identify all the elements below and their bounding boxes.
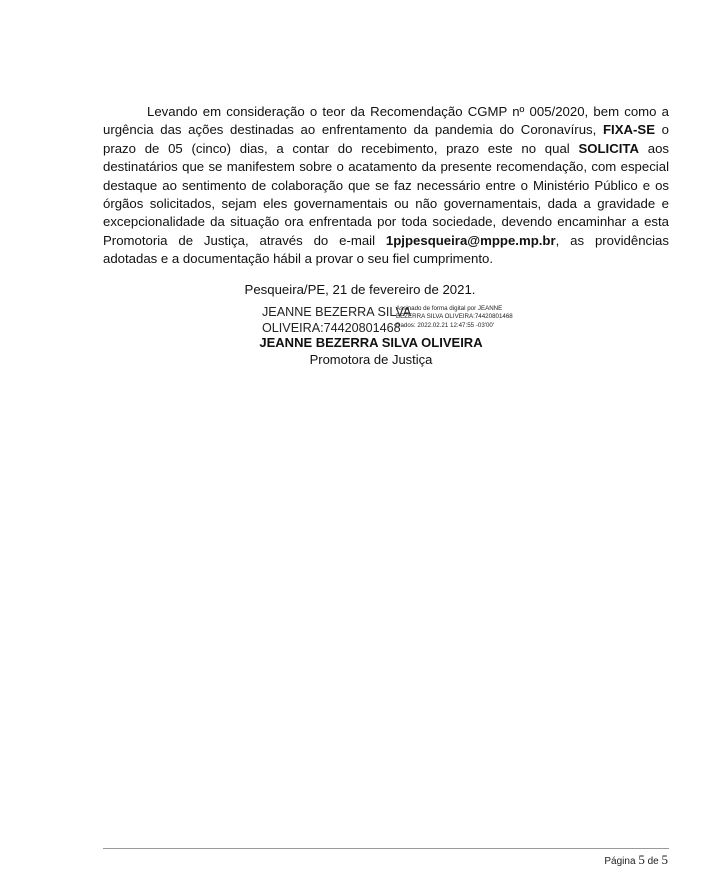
signatory-name: JEANNE BEZERRA SILVA OLIVEIRA (259, 335, 483, 350)
signatory-role: Promotora de Justiça (309, 352, 433, 367)
digital-signature-detail-line3: Dados: 2022.02.21 12:47:55 -03'00' (396, 321, 495, 329)
digital-signature-detail-line2: BEZERRA SILVA OLIVEIRA:74420801468 (396, 313, 513, 321)
of-label: de (647, 856, 659, 867)
digital-signature-detail-line1: Assinado de forma digital por JEANNE (396, 305, 503, 312)
bold-solicita: SOLICITA (578, 140, 640, 156)
page-current: 5 (638, 852, 645, 867)
page-total: 5 (661, 852, 668, 867)
body-text-4: , as providências adotadas e a documentação hábil a provar o seu fiel cumprimento. (103, 232, 669, 267)
digital-signature-details (396, 305, 513, 330)
footer-divider (103, 848, 669, 849)
body-text-2: o prazo de 05 (cinco) dias, a contar do recebimento, prazo este no qual (103, 122, 670, 156)
bold-fixa-se: FIXA-SE (602, 122, 655, 138)
date-line: Pesqueira/PE, 21 de fevereiro de 2021. (244, 282, 476, 297)
body-text-1: Levando em consideração o teor da Recomendação CGMP nº 005/2020, bem como a urgência das ações destinadas ao enfrentamento da pandemia do Coronavírus, (103, 104, 669, 138)
body-text-3: aos destinatários que se manifestem sobre o acatamento da presente recomendação, com especial destaque ao sentimento de colaboração que se faz necessário entre o Ministério Público e os órgãos solicitados, sejam eles governamentais ou não governamentais, dada a gravidade e excepcionalidade da situação ora enfrentada por toda sociedade, devendo encaminhar a esta Promotoria de Justiça, através do e-mail (103, 140, 669, 248)
digital-signature-name-line2: OLIVEIRA:74420801468 (262, 321, 401, 335)
page-label: Página (604, 856, 636, 867)
email-address: 1pjpesqueira@mppe.mp.br (385, 232, 556, 248)
body-paragraph (103, 103, 669, 269)
digital-signature-name-line1: JEANNE BEZERRA SILVA (262, 305, 412, 319)
page-footer (604, 852, 668, 868)
digital-signature-name (262, 304, 411, 336)
